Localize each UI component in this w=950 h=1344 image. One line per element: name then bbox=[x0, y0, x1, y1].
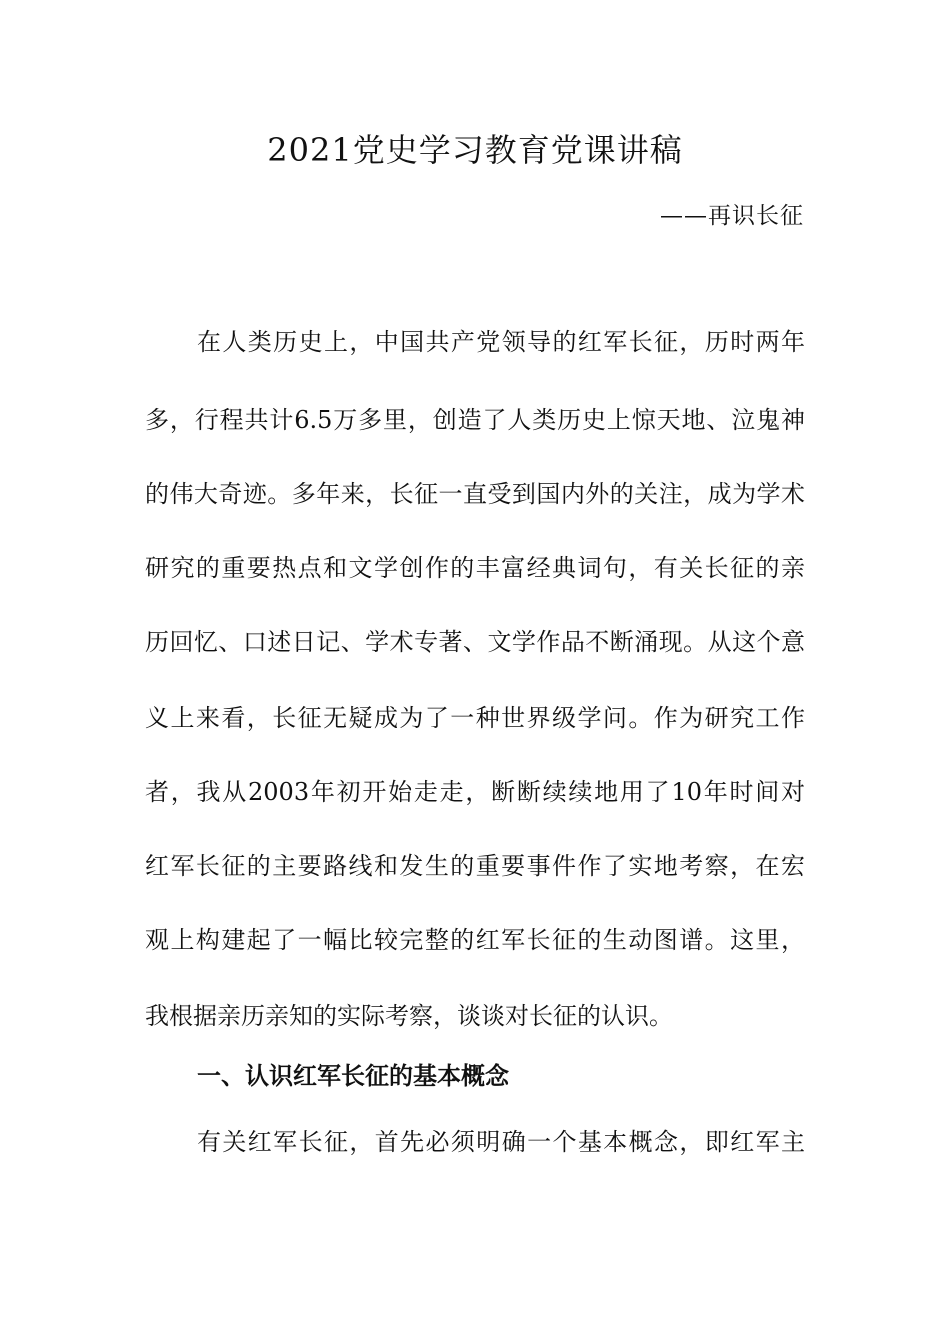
document-subtitle: ——再识长征 bbox=[660, 203, 804, 229]
paragraph-line: 义上来看，长征无疑成为了一种世界级学问。作为研究工作 bbox=[145, 704, 805, 732]
paragraph-line: 在人类历史上，中国共产党领导的红军长征，历时两年 bbox=[197, 328, 805, 356]
paragraph-line: 红军长征的主要路线和发生的重要事件作了实地考察，在宏 bbox=[145, 852, 805, 880]
paragraph-line: 者，我从2003年初开始走走，断断续续地用了10年时间对 bbox=[145, 778, 805, 806]
paragraph-line: 多，行程共计6.5万多里，创造了人类历史上惊天地、泣鬼神 bbox=[145, 406, 805, 434]
section-heading: 一、认识红军长征的基本概念 bbox=[197, 1062, 509, 1090]
document-title: 2021党史学习教育党课讲稿 bbox=[267, 131, 683, 169]
paragraph-line: 有关红军长征，首先必须明确一个基本概念，即红军主 bbox=[197, 1128, 805, 1156]
paragraph-line: 研究的重要热点和文学创作的丰富经典词句，有关长征的亲 bbox=[145, 554, 805, 582]
paragraph-line: 观上构建起了一幅比较完整的红军长征的生动图谱。这里， bbox=[145, 926, 805, 954]
paragraph-line: 历回忆、口述日记、学术专著、文学作品不断涌现。从这个意 bbox=[145, 628, 805, 656]
paragraph-line: 我根据亲历亲知的实际考察，谈谈对长征的认识。 bbox=[145, 1002, 673, 1030]
paragraph-line: 的伟大奇迹。多年来，长征一直受到国内外的关注，成为学术 bbox=[145, 480, 805, 508]
